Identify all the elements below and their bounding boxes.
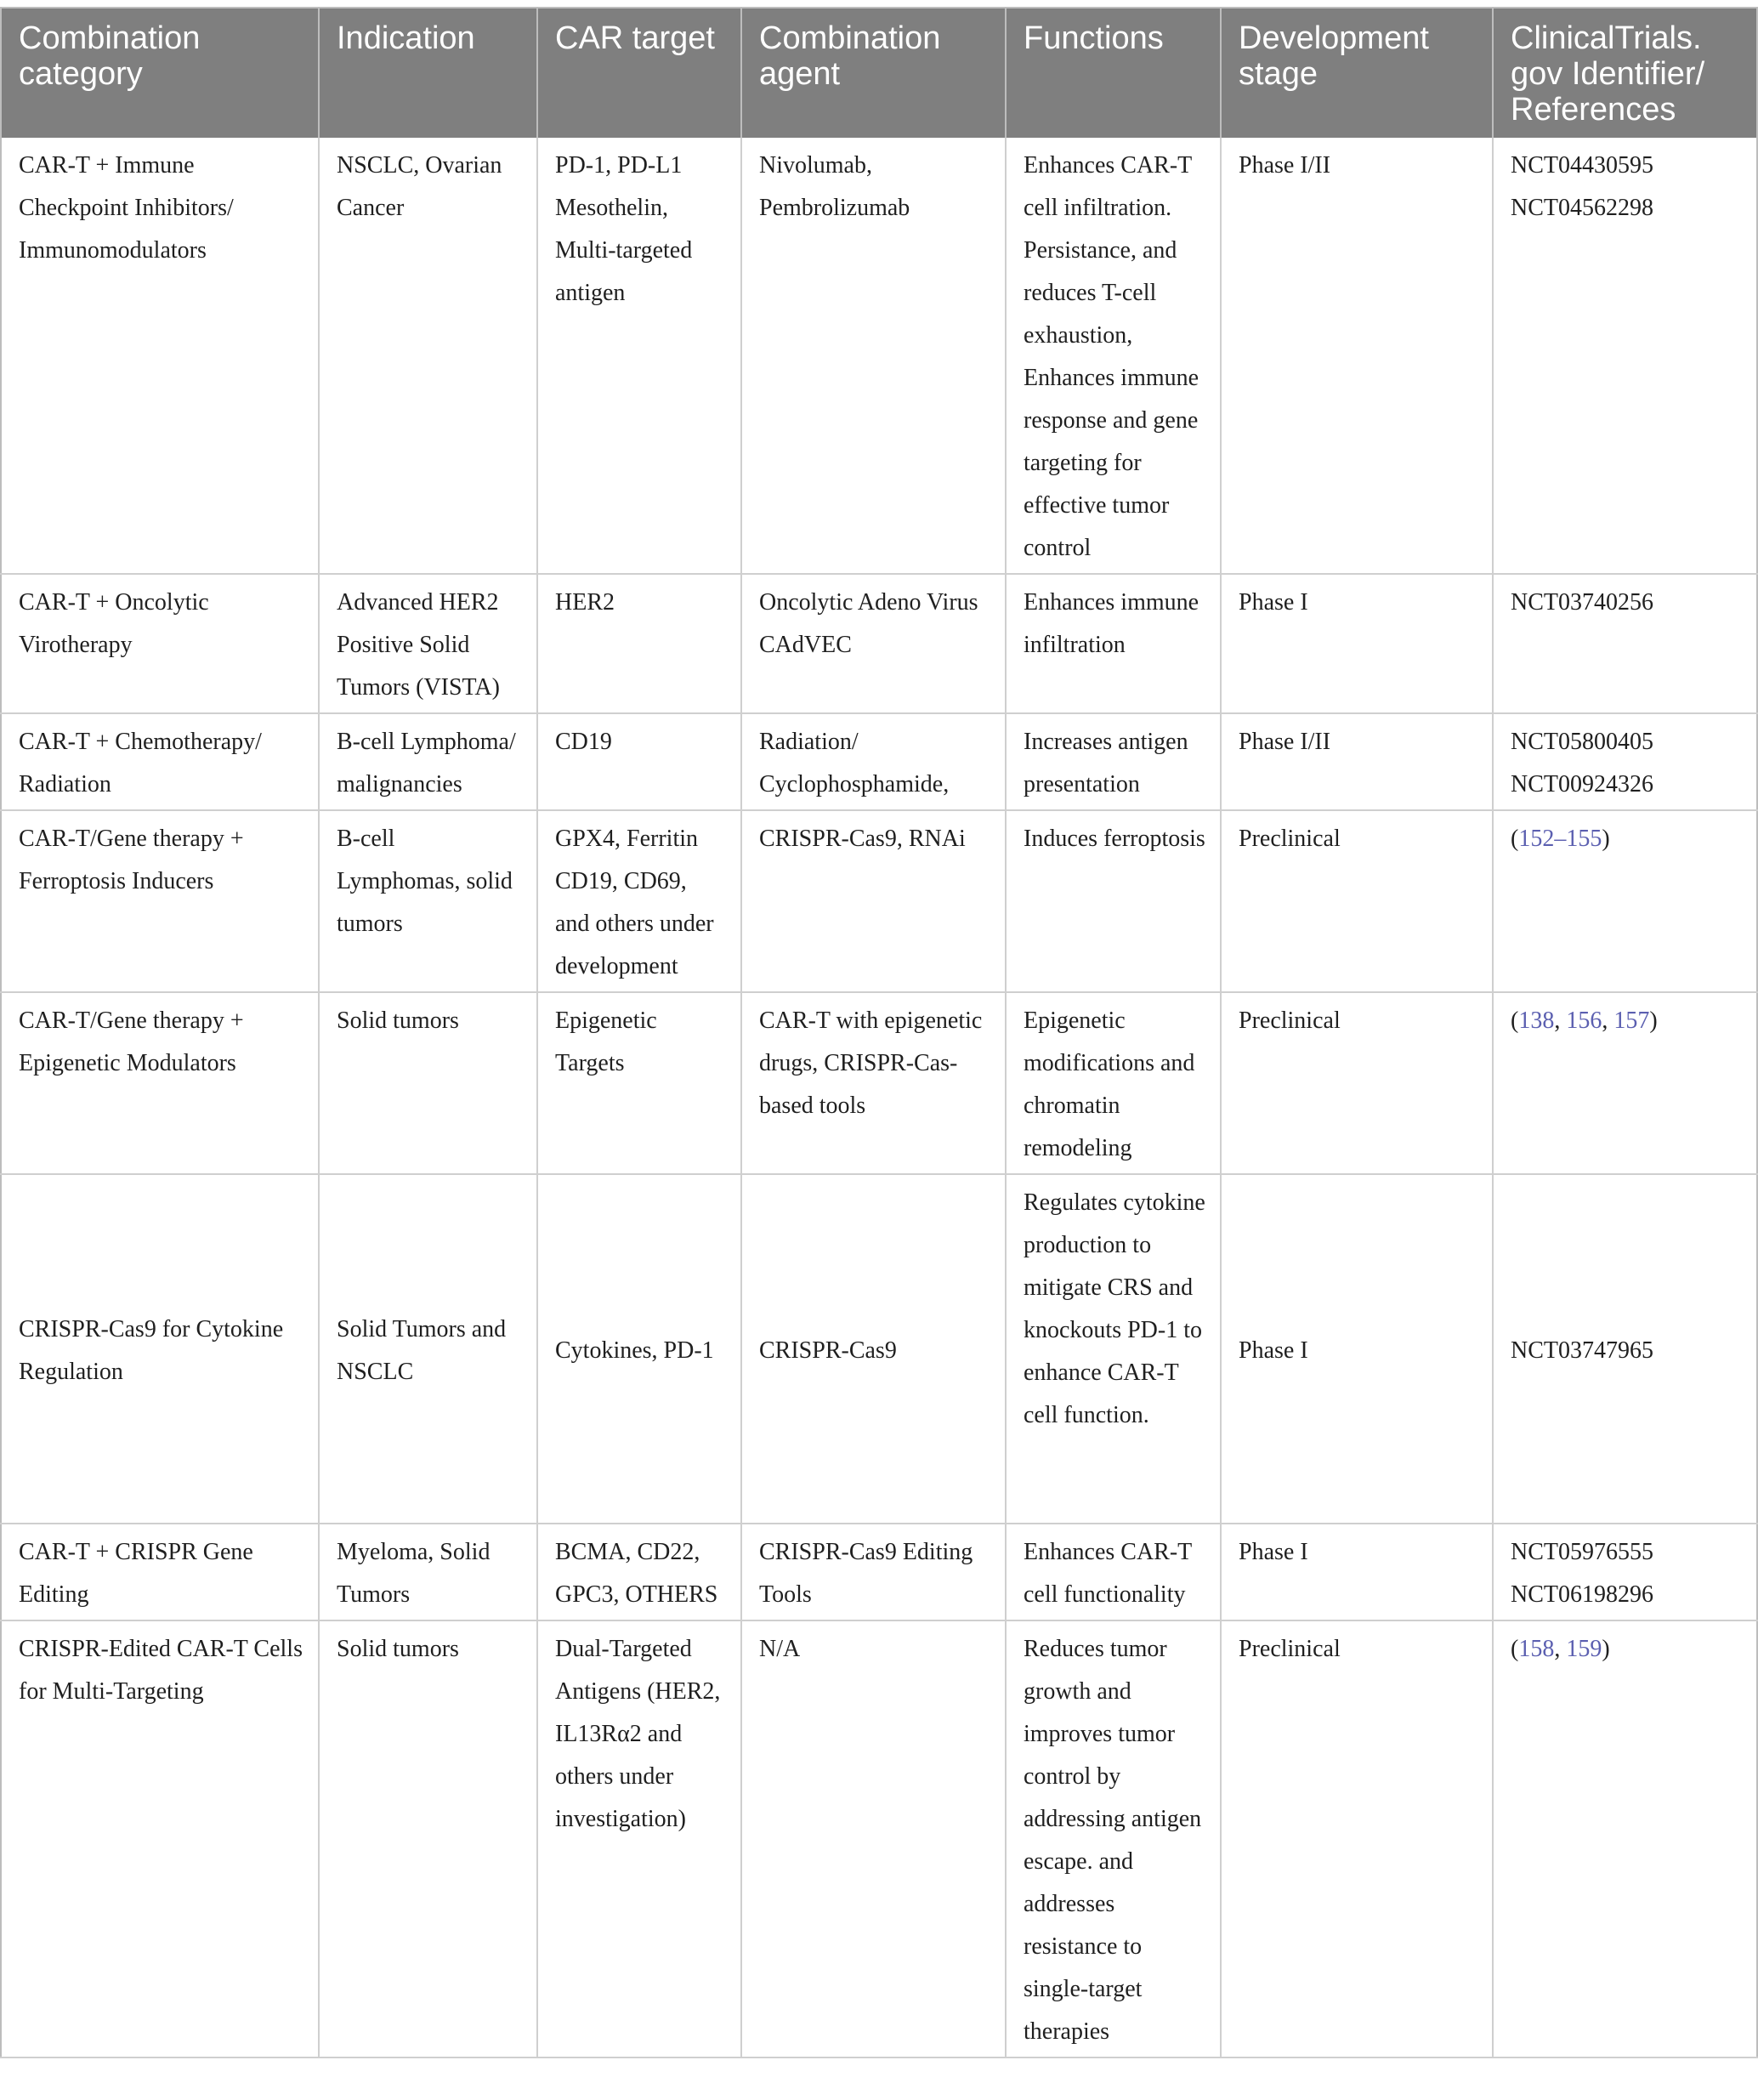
cell-agent: CRISPR-Cas9, RNAi (741, 810, 1006, 992)
cell-functions: Induces ferroptosis (1006, 810, 1221, 992)
cell-references (1493, 1174, 1757, 1524)
cell-functions: Increases antigen presentation (1006, 713, 1221, 810)
reference-link[interactable]: 159 (1566, 1636, 1602, 1662)
cell-stage: Preclinical (1221, 810, 1493, 992)
table-row (1, 1174, 1757, 1524)
cell-agent: CRISPR-Cas9 Editing Tools (741, 1524, 1006, 1620)
cell-agent: Radiation/ Cyclophosphamide, (741, 713, 1006, 810)
cell-category: CAR-T/Gene therapy + Epigenetic Modulators (1, 992, 319, 1174)
cell-indication: B-cell Lymphoma/ malignancies (319, 713, 537, 810)
cell-category: CAR-T + CRISPR Gene Editing (1, 1524, 319, 1620)
cell-references (1493, 1524, 1757, 1620)
trial-id: NCT04562298 (1511, 195, 1653, 221)
cell-functions: Reduces tumor growth and improves tumor control by addressing antigen escape. and addresses resistance to single-target therapies (1006, 1620, 1221, 2057)
header-development-stage: Development stage (1221, 8, 1493, 138)
trial-id: NCT05976555 (1511, 1539, 1653, 1565)
table-row (1, 992, 1757, 1174)
cell-functions: Enhances CAR-T cell functionality (1006, 1524, 1221, 1620)
cell-indication: Solid tumors (319, 1620, 537, 2057)
cell-functions: Enhances immune infiltration (1006, 574, 1221, 713)
cell-functions: Enhances CAR-T cell infiltration. Persistance, and reduces T-cell exhaustion, Enhances immune response and gene targeting for effective tumor control (1006, 138, 1221, 574)
cell-functions: Regulates cytokine production to mitigate CRS and knockouts PD-1 to enhance CAR-T cell function. (1006, 1174, 1221, 1524)
cell-car-target: CD19 (537, 713, 741, 810)
cell-indication: Solid tumors (319, 992, 537, 1174)
cell-category: CRISPR-Edited CAR-T Cells for Multi-Targeting (1, 1620, 319, 2057)
header-functions: Functions (1006, 8, 1221, 138)
reference-link[interactable]: 138 (1518, 1007, 1555, 1034)
reference-link[interactable]: 152–155 (1518, 826, 1602, 852)
table-row (1, 713, 1757, 810)
cell-stage: Phase I (1221, 1174, 1493, 1524)
cell-category: CAR-T + Immune Checkpoint Inhibitors/ Immunomodulators (1, 138, 319, 574)
cell-references (1493, 810, 1757, 992)
cell-references: (138, 156, 157) (1493, 992, 1757, 1174)
cell-agent: CRISPR-Cas9 (741, 1174, 1006, 1524)
cell-references (1493, 713, 1757, 810)
cell-stage: Preclinical (1221, 1620, 1493, 2057)
cell-agent: CAR-T with epigenetic drugs, CRISPR-Cas-based tools (741, 992, 1006, 1174)
cell-indication: Myeloma, Solid Tumors (319, 1524, 537, 1620)
ref-close-paren: ) (1649, 1007, 1658, 1034)
reference-link[interactable]: 158 (1518, 1636, 1555, 1662)
table-row (1, 138, 1757, 574)
trial-id: NCT03740256 (1511, 589, 1653, 616)
header-car-target: CAR target (537, 8, 741, 138)
cell-indication: B-cell Lymphomas, solid tumors (319, 810, 537, 992)
cell-category: CAR-T + Chemotherapy/ Radiation (1, 713, 319, 810)
cell-category: CRISPR-Cas9 for Cytokine Regulation (1, 1174, 319, 1524)
cell-car-target: PD-1, PD-L1 Mesothelin, Multi-targeted antigen (537, 138, 741, 574)
trial-id: NCT00924326 (1511, 771, 1653, 797)
ref-close-paren: ) (1602, 1636, 1610, 1662)
cell-functions: Epigenetic modifications and chromatin remodeling (1006, 992, 1221, 1174)
cell-car-target: GPX4, Ferritin CD19, CD69, and others under development (537, 810, 741, 992)
trial-id: NCT04430595 (1511, 152, 1653, 179)
cell-stage: Preclinical (1221, 992, 1493, 1174)
table-container (0, 7, 1756, 2058)
ref-open-paren: ( (1511, 826, 1519, 852)
header-combination-category: Combination category (1, 8, 319, 138)
reference-link[interactable]: 157 (1613, 1007, 1650, 1034)
cell-indication: NSCLC, Ovarian Cancer (319, 138, 537, 574)
cell-stage: Phase I (1221, 1524, 1493, 1620)
ref-open-paren: ( (1511, 1636, 1519, 1662)
cell-references (1493, 138, 1757, 574)
cell-references: (158, 159) (1493, 1620, 1757, 2057)
cell-agent: Nivolumab, Pembrolizumab (741, 138, 1006, 574)
cell-references (1493, 574, 1757, 713)
cell-stage: Phase I (1221, 574, 1493, 713)
cell-agent: N/A (741, 1620, 1006, 2057)
cell-car-target: BCMA, CD22, GPC3, OTHERS (537, 1524, 741, 1620)
trial-id: NCT06198296 (1511, 1581, 1653, 1608)
reference-link[interactable]: 156 (1566, 1007, 1602, 1034)
cell-indication: Advanced HER2 Positive Solid Tumors (VISTA) (319, 574, 537, 713)
cell-car-target: HER2 (537, 574, 741, 713)
cell-category: CAR-T + Oncolytic Virotherapy (1, 574, 319, 713)
cell-category: CAR-T/Gene therapy + Ferroptosis Inducers (1, 810, 319, 992)
cell-car-target: Epigenetic Targets (537, 992, 741, 1174)
table-header (1, 8, 1757, 138)
table-row (1, 810, 1757, 992)
table-body (1, 138, 1757, 2057)
cell-car-target: Cytokines, PD-1 (537, 1174, 741, 1524)
table-row (1, 574, 1757, 713)
cell-stage: Phase I/II (1221, 713, 1493, 810)
cell-indication: Solid Tumors and NSCLC (319, 1174, 537, 1524)
header-combination-agent: Combination agent (741, 8, 1006, 138)
cell-car-target: Dual-Targeted Antigens (HER2, IL13Rα2 and others under investigation) (537, 1620, 741, 2057)
trial-id: NCT05800405 (1511, 729, 1653, 755)
ref-open-paren: ( (1511, 1007, 1519, 1034)
cell-stage: Phase I/II (1221, 138, 1493, 574)
table-row (1, 1620, 1757, 2057)
header-references: ClinicalTrials. gov Identifier/ References (1493, 8, 1757, 138)
cell-agent: Oncolytic Adeno Virus CAdVEC (741, 574, 1006, 713)
table-row (1, 1524, 1757, 1620)
trial-id: NCT03747965 (1511, 1337, 1653, 1364)
combination-therapy-table (0, 7, 1758, 2058)
ref-close-paren: ) (1602, 826, 1610, 852)
header-row (1, 8, 1757, 138)
header-indication: Indication (319, 8, 537, 138)
